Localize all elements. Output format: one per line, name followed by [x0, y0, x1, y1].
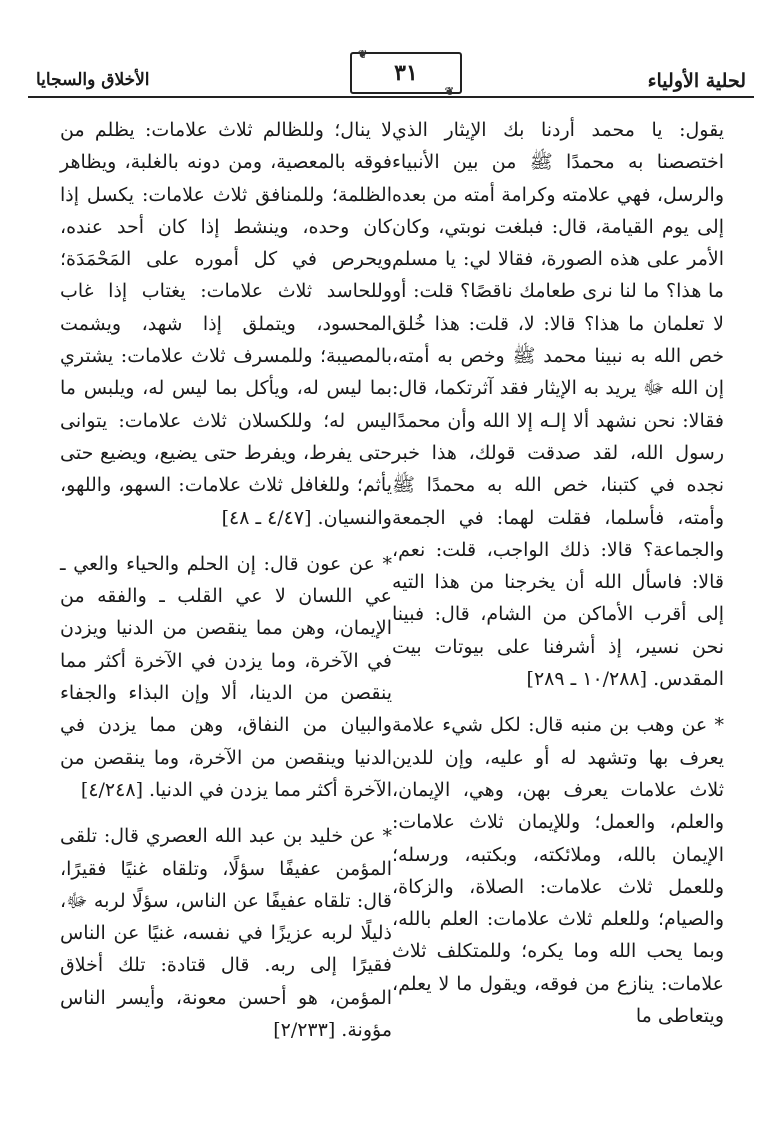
chapter-title: الأخلاق والسجايا: [36, 70, 150, 90]
paragraph: * عن عون قال: إن الحلم والحياء والعي ـ عي اللسان لا عي القلب ـ والفقه من الإيمان، وهن مما ينقصن من الدنيا ويزدن في الآخرة، وما يزدن في الآخرة أكثر مما ينقصن من الدينا، ألا وإن البذاء والجفاء والبيان من النفاق، وهن مما يزدن في الدنيا وينقصن من الآخرة، وما ينقصن من الآخرة أكثر مما يزدن في الدنيا. [٤/٢٤٨]: [60, 552, 392, 801]
paragraph: يقول: يا محمد أردنا بك الإيثار الذي اختصصنا به محمدًا ﷺ من بين الأنبياء والرسل، فهي علامته وكرامة أمته من بعده إلى يوم القيامة، قال: فبلغت نوبتي، وكان الأمر على هذه الصورة، فقالا لي: يا مسلم ما هذا؟ ما لنا نرى طعامك ناقصًا؟ قلت: أو لا تعلمان ما هذا؟ قالا: لا، قلت: هذا خُلق خص الله به نبينا محمد ﷺ وخص به أمته، إن الله ﷻ يريد به الإيثار فقد آثرتكما، قال: فقالا: نحن نشهد ألا إلـه إلا الله وأن محمدًا رسول الله، لقد صدقت قولك، هذا خبر نجده في كتبنا، خص الله به محمدًا ﷺ وأمته، فأسلما، فقلت لهما: في الجمعة والجماعة؟ قالا: ذلك الواجب، قلت: نعم، قالا: فاسأل الله أن يخرجنا من هذا التيه إلى أقرب الأماكن من الشام، قال: فبينا نحن نسير، إذ أشرفنا على بيوتات بيت المقدس. [١٠/٢٨٨ ـ ٢٨٩]: [392, 119, 724, 691]
paragraph: * عن خليد بن عبد الله العصري قال: تلقى المؤمن عفيفًا سؤلًا، وتلقاه غنيًا فقيرًا، قال: تلقاه عفيفًا عن الناس، سؤلًا لربه ﷻ، ذليلًا لربه عزيزًا في نفسه، غنيًا عن الناس فقيرًا إلى ربه. قال قتادة: تلك أخلاق المؤمن، هو أحسن معونة، وأيسر الناس مؤونة. [٢/٢٣٣]: [60, 825, 392, 1042]
paragraph: * عن وهب بن منبه قال: لكل شيء علامة يعرف بها وتشهد له أو عليه، وإن للدين ثلاث علامات يعرف بهن، وهي، الإيمان، والعلم، والعمل؛ وللإيمان ثلاث علامات: الإيمان بالله، وملائكته، وبكتبه، ورسله؛ وللعمل ثلاث علامات: الصلاة، والزكاة، والصيام؛ وللعلم ثلاث علامات: العلم بالله، وبما يحب الله وما يكره؛ وللمتكلف ثلاث علامات: ينازع من فوقه، ويقول ما لا يعلم، ويتعاطى ما: [392, 714, 724, 1028]
left-column: [60, 114, 392, 1046]
page-number: ❦ ٣١ ❦: [350, 52, 462, 94]
page-header: [28, 52, 754, 100]
paragraph: لا ينال؛ وللظالم ثلاث علامات: يظلم من فوقه بالمعصية، ومن دونه بالغلبة، ويظاهر الظلمة؛ وللمنافق ثلاث علامات: يكسل إذا كان وحده، وينشط إذا كان أحد عنده، ويحرص في كل أموره على المَحْمَدَة؛ وللحاسد ثلاث علامات: يغتاب إذا غاب المحسود، ويتملق إذا شهد، ويشمت بالمصيبة؛ وللمسرف ثلاث علامات: يشتري بما ليس له، ويأكل بما ليس له، ويلبس ما ليس له؛ وللكسلان ثلاث علامات: يتوانى حتى يفرط، ويفرط حتى يضيع، ويضيع حتى يأثم؛ وللغافل ثلاث علامات: السهو، واللهو، والنسيان. [٤/٤٧ ـ ٤٨]: [60, 119, 392, 529]
book-title: لحلية الأولياء: [647, 70, 746, 92]
right-column: [392, 114, 724, 1032]
header-rule: [28, 96, 754, 98]
